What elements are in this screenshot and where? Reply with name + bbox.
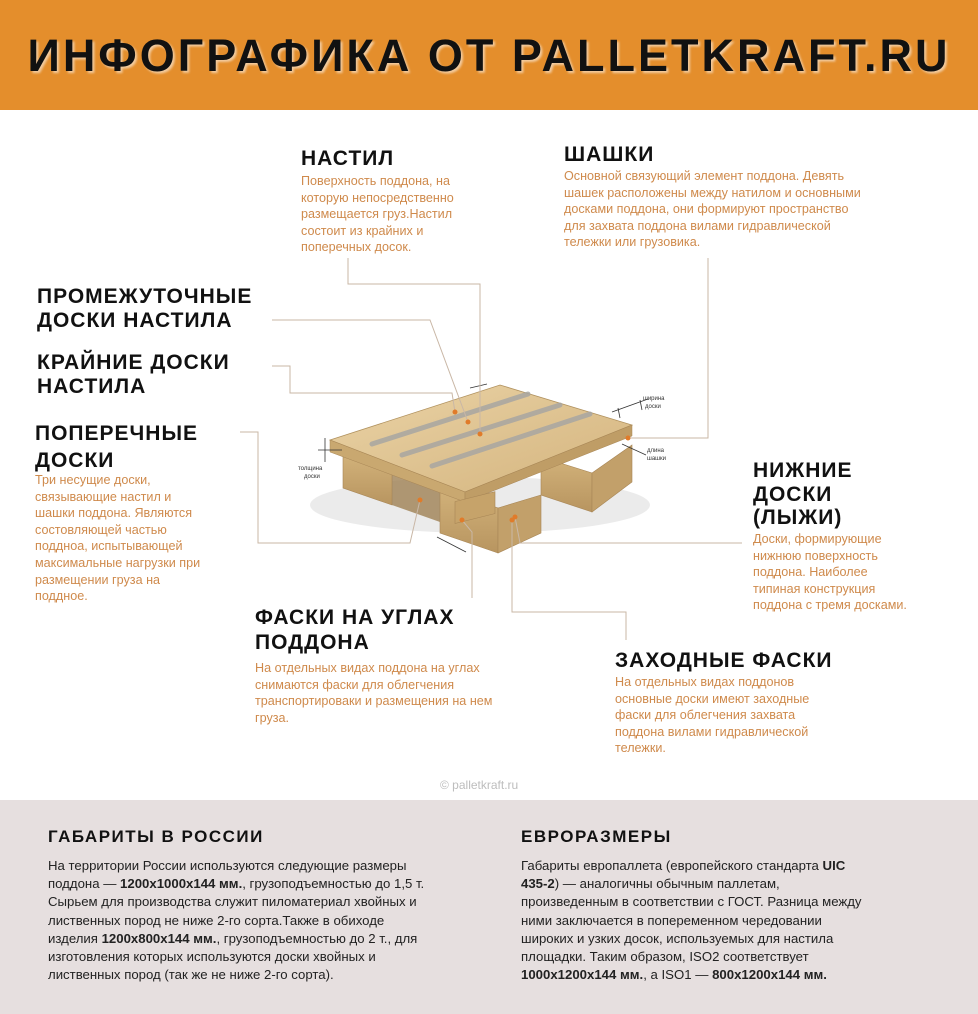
bold-dimension: 1200х800х144 мм. <box>101 930 217 946</box>
text-line <box>521 875 862 893</box>
desc-faski: На отдельных видах поддона на углах снимаются фаски для облегчения транспортироваки и размещения на нем груза. <box>255 661 493 725</box>
text-segment: , а ISO1 — <box>643 967 713 983</box>
text-segment: ними заключается в попеременном чередовании <box>521 912 822 928</box>
desc-shashki: Основной связующий элемент поддона. Девять шашек расположены между натилом и основными досками поддона, они формируют пространство для захвата поддона вилами гидравлической тележки или грузовика. <box>564 169 861 250</box>
text-line <box>48 857 424 875</box>
russia-text <box>48 857 424 984</box>
thickness-label-1: толщина <box>298 466 323 472</box>
text-line <box>521 966 862 984</box>
width-label-1: ширина <box>643 396 665 402</box>
label-nizhnie: НИЖНИЕ ДОСКИ (ЛЫЖИ) <box>753 459 853 530</box>
text-line <box>521 948 862 966</box>
text-line <box>48 912 424 930</box>
label-poperech: ПОПЕРЕЧНЫЕ ДОСКИ <box>35 422 199 473</box>
text-line <box>521 912 862 930</box>
text-line <box>521 857 862 875</box>
text-segment: , грузоподъемностью до 1,5 т. <box>242 876 425 892</box>
text-segment: изделия <box>48 930 102 946</box>
text-segment: Сырьем для производства служит пиломатериал хвойных и <box>48 894 417 910</box>
text-line <box>48 875 424 893</box>
bold-dimension: 1200х1000х144 мм. <box>120 876 243 892</box>
text-segment: Габариты европаллета (европейского стандарта <box>521 858 823 873</box>
text-segment: , грузоподъемностью до 2 т., для <box>216 930 418 946</box>
thickness-label-2: доски <box>304 474 320 480</box>
label-nastil: НАСТИЛ <box>301 147 395 170</box>
text-segment: лиственных пород не ниже 2-го сорта.Также в обиходе <box>48 912 385 928</box>
desc-nizhnie: Доски, формирующие нижнюю поверхность поддона. Наиболее типиная конструкция поддона с тремя досками. <box>753 532 907 613</box>
text-segment: площадки. Таким образом, ISO2 соответствует <box>521 949 809 965</box>
copyright: © palletkraft.ru <box>440 778 519 792</box>
euro-title: ЕВРОРАЗМЕРЫ <box>521 827 672 846</box>
text-segment: широких и узких досок, используемых для настила <box>521 930 834 946</box>
text-segment: изготовления которых используются доски хвойных и <box>48 949 376 965</box>
text-line <box>48 930 424 948</box>
bold-dimension: 1000х1200х144 мм. <box>521 967 644 983</box>
text-segment: поддона — <box>48 876 121 892</box>
text-segment: ) — аналогичны обычным паллетам, <box>554 876 780 892</box>
label-shashki: ШАШКИ <box>564 143 655 166</box>
label-zahodnye: ЗАХОДНЫЕ ФАСКИ <box>615 649 833 672</box>
footer-panel <box>0 800 978 1014</box>
bold-dimension: 435-2 <box>521 876 555 892</box>
text-line <box>521 893 862 911</box>
text-line <box>48 893 424 911</box>
label-faski: ФАСКИ НА УГЛАХ ПОДДОНА <box>255 606 455 655</box>
russia-title: ГАБАРИТЫ В РОССИИ <box>48 827 264 846</box>
length-label-1: длина <box>647 448 665 454</box>
width-label-2: доски <box>645 404 661 410</box>
desc-nastil: Поверхность поддона, на которую непосредственно размещается груз.Настил состоит из крайних и поперечных досок. <box>301 174 454 255</box>
text-segment: лиственных пород (так же не ниже 2-го сорта). <box>48 967 334 983</box>
bold-dimension: UIC <box>822 858 846 873</box>
label-promezh: ПРОМЕЖУТОЧНЫЕ ДОСКИ НАСТИЛА <box>37 285 253 332</box>
text-line <box>48 966 424 984</box>
label-krainie: КРАЙНИЕ ДОСКИ НАСТИЛА <box>37 351 230 398</box>
bold-dimension: 800х1200х144 мм. <box>712 967 827 983</box>
text-segment: произведенным в соответствии с ГОСТ. Разница между <box>521 894 862 910</box>
length-label-2: шашки <box>647 456 666 462</box>
page-title: ИНФОГРАФИКА ОТ PALLETKRAFT.RU <box>27 30 951 81</box>
text-line <box>521 930 862 948</box>
text-segment: На территории России используются следующие размеры <box>48 858 407 873</box>
text-line <box>48 948 424 966</box>
desc-zahodnye: На отдельных видах поддонов основные доски имеют заходные фаски для облегчения захвата поддона вилами гидравлической тележки. <box>615 675 810 756</box>
euro-text <box>521 857 862 984</box>
desc-poperech: Три несущие доски, связывающие настил и шашки поддона. Являются состовляющей частью поддноа, испытывающей максимальные нагрузки при размещении груза на поддное. <box>35 473 201 604</box>
